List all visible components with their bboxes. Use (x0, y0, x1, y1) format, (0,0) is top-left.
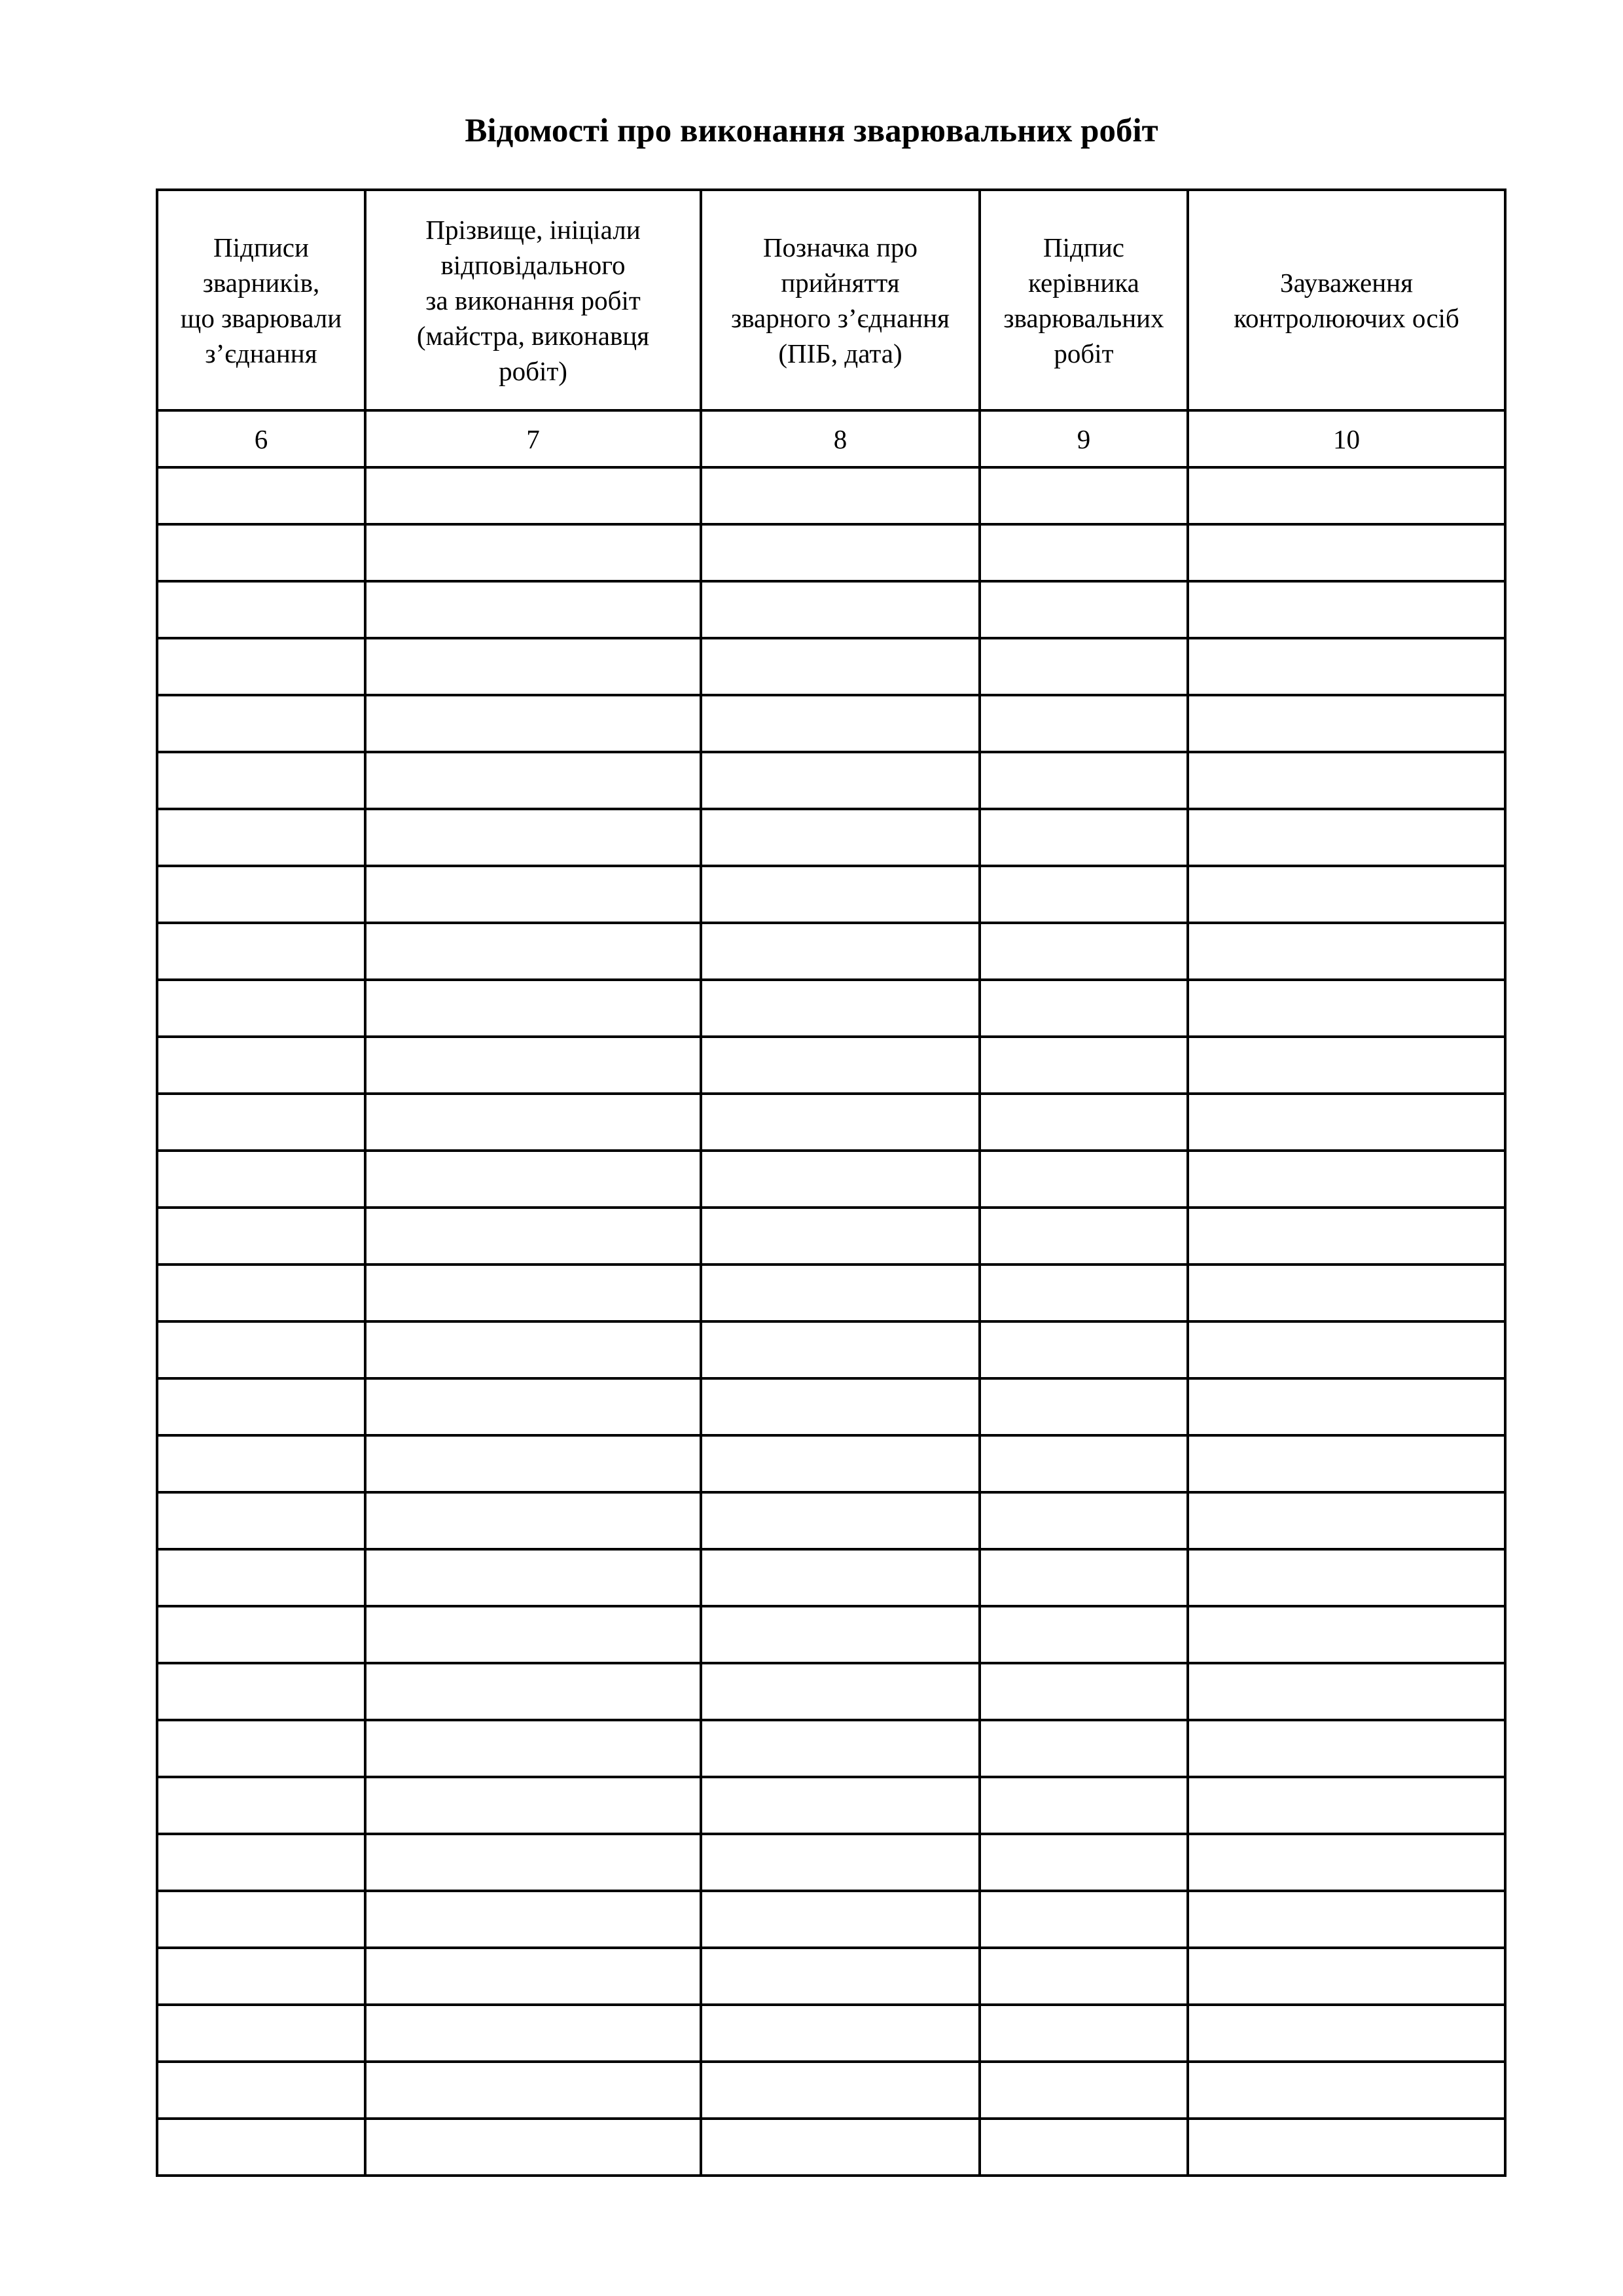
table-row (157, 1891, 1505, 1948)
table-cell[interactable] (1188, 1834, 1505, 1891)
table-cell[interactable] (1188, 695, 1505, 752)
table-cell[interactable] (701, 467, 980, 524)
table-row (157, 1549, 1505, 1606)
table-cell[interactable] (701, 809, 980, 866)
table-cell[interactable] (701, 1834, 980, 1891)
header-responsible-person (365, 190, 701, 410)
table-cell[interactable] (365, 1549, 701, 1606)
table-cell[interactable] (157, 1492, 365, 1549)
table-row (157, 1094, 1505, 1151)
table-cell[interactable] (980, 638, 1188, 695)
table-cell[interactable] (701, 1948, 980, 2005)
table-row (157, 638, 1505, 695)
table-cell[interactable] (980, 467, 1188, 524)
table-cell[interactable] (1188, 581, 1505, 638)
table-cell[interactable] (980, 1834, 1188, 1891)
table-cell[interactable] (1188, 1492, 1505, 1549)
table-cell[interactable] (365, 1037, 701, 1094)
column-number: 9 (980, 410, 1188, 467)
table-row (157, 1037, 1505, 1094)
table-row (157, 1378, 1505, 1435)
table-cell[interactable] (701, 1777, 980, 1834)
table-cell[interactable] (980, 1777, 1188, 1834)
header-cell-text: Прізвище, ініціали відповідального за виконання робіт (майстра, виконавця робіт) (416, 214, 650, 386)
table-row (157, 1265, 1505, 1321)
table-cell[interactable] (1188, 2119, 1505, 2176)
table-cell[interactable] (365, 866, 701, 923)
table-cell[interactable] (157, 581, 365, 638)
table-cell[interactable] (1188, 1321, 1505, 1378)
table-cell[interactable] (365, 2062, 701, 2119)
table-cell[interactable] (1188, 1777, 1505, 1834)
table-cell[interactable] (1188, 467, 1505, 524)
header-cell-text: Зауваження контролюючих осіб (1234, 267, 1459, 333)
table-cell[interactable] (157, 809, 365, 866)
table-cell[interactable] (365, 1891, 701, 1948)
table-cell[interactable] (701, 524, 980, 581)
table-cell[interactable] (1188, 638, 1505, 695)
table-cell[interactable] (1188, 923, 1505, 980)
table-cell[interactable] (1188, 1378, 1505, 1435)
table-row (157, 1606, 1505, 1663)
header-manager-signature (980, 190, 1188, 410)
table-cell[interactable] (980, 1151, 1188, 1208)
header-welder-signatures (157, 190, 365, 410)
table-cell[interactable] (157, 1208, 365, 1265)
table-cell[interactable] (365, 695, 701, 752)
table-cell[interactable] (157, 1720, 365, 1777)
table-cell[interactable] (1188, 1151, 1505, 1208)
table-cell[interactable] (1188, 809, 1505, 866)
table-cell[interactable] (365, 980, 701, 1037)
table-cell[interactable] (701, 923, 980, 980)
table-cell[interactable] (1188, 524, 1505, 581)
table-cell[interactable] (365, 1321, 701, 1378)
column-number: 10 (1188, 410, 1505, 467)
header-acceptance-mark (701, 190, 980, 410)
table-cell[interactable] (365, 923, 701, 980)
table-cell[interactable] (365, 1948, 701, 2005)
table-cell[interactable] (157, 866, 365, 923)
table-cell[interactable] (1188, 2062, 1505, 2119)
table-cell[interactable] (157, 1948, 365, 2005)
table-cell[interactable] (980, 1663, 1188, 1720)
table-row (157, 1321, 1505, 1378)
table-cell[interactable] (365, 2005, 701, 2062)
table-cell[interactable] (701, 980, 980, 1037)
table-cell[interactable] (1188, 752, 1505, 809)
header-inspector-remarks (1188, 190, 1505, 410)
table-row (157, 1492, 1505, 1549)
table-cell[interactable] (1188, 1094, 1505, 1151)
table-cell[interactable] (365, 1720, 701, 1777)
table-cell[interactable] (365, 581, 701, 638)
table-cell[interactable] (157, 2005, 365, 2062)
table-cell[interactable] (980, 809, 1188, 866)
table-cell[interactable] (701, 1891, 980, 1948)
table-row (157, 1151, 1505, 1208)
table-cell[interactable] (365, 2119, 701, 2176)
table-cell[interactable] (980, 1435, 1188, 1492)
table-cell[interactable] (701, 1094, 980, 1151)
table-cell[interactable] (1188, 1663, 1505, 1720)
table-cell[interactable] (157, 2062, 365, 2119)
table-cell[interactable] (980, 1265, 1188, 1321)
table-cell[interactable] (980, 1720, 1188, 1777)
table-row (157, 581, 1505, 638)
table-cell[interactable] (365, 524, 701, 581)
table-cell[interactable] (157, 752, 365, 809)
table-cell[interactable] (701, 752, 980, 809)
table-cell[interactable] (157, 1321, 365, 1378)
table-cell[interactable] (980, 1208, 1188, 1265)
table-cell[interactable] (157, 2119, 365, 2176)
table-cell[interactable] (1188, 2005, 1505, 2062)
table-cell[interactable] (365, 1663, 701, 1720)
table-row (157, 980, 1505, 1037)
table-cell[interactable] (980, 1037, 1188, 1094)
table-cell[interactable] (157, 524, 365, 581)
column-number-row (157, 410, 1505, 467)
table-cell[interactable] (157, 1151, 365, 1208)
table-cell[interactable] (157, 695, 365, 752)
table-row (157, 866, 1505, 923)
table-cell[interactable] (701, 581, 980, 638)
welding-works-table (156, 188, 1507, 2177)
table-cell[interactable] (701, 638, 980, 695)
table-cell[interactable] (365, 1606, 701, 1663)
table-cell[interactable] (980, 1378, 1188, 1435)
table-cell[interactable] (980, 1549, 1188, 1606)
table-cell[interactable] (701, 1606, 980, 1663)
table-cell[interactable] (701, 1492, 980, 1549)
table-cell[interactable] (701, 866, 980, 923)
table-cell[interactable] (1188, 1208, 1505, 1265)
header-row (157, 190, 1505, 410)
table-cell[interactable] (1188, 1720, 1505, 1777)
table-row (157, 695, 1505, 752)
table-cell[interactable] (157, 467, 365, 524)
table-cell[interactable] (980, 1891, 1188, 1948)
table-cell[interactable] (157, 1265, 365, 1321)
table-cell[interactable] (1188, 1891, 1505, 1948)
table-cell[interactable] (157, 1891, 365, 1948)
table-cell[interactable] (1188, 1549, 1505, 1606)
table-cell[interactable] (701, 2062, 980, 2119)
table-cell[interactable] (980, 2005, 1188, 2062)
table-cell[interactable] (157, 1606, 365, 1663)
table-cell[interactable] (701, 1321, 980, 1378)
table-cell[interactable] (701, 1435, 980, 1492)
table-cell[interactable] (157, 1663, 365, 1720)
table-cell[interactable] (701, 1663, 980, 1720)
table-cell[interactable] (157, 1378, 365, 1435)
table-cell[interactable] (1188, 1037, 1505, 1094)
column-number: 7 (365, 410, 701, 467)
table-cell[interactable] (980, 581, 1188, 638)
table-cell[interactable] (365, 752, 701, 809)
table-cell[interactable] (701, 695, 980, 752)
table-body (157, 467, 1505, 2176)
table-cell[interactable] (1188, 1606, 1505, 1663)
table-cell[interactable] (157, 1834, 365, 1891)
table-cell[interactable] (980, 695, 1188, 752)
header-cell-text: Підписи зварників, що зварювали з’єднання (180, 232, 342, 368)
table-cell[interactable] (1188, 1435, 1505, 1492)
table-cell[interactable] (157, 923, 365, 980)
table-row (157, 2119, 1505, 2176)
header-cell-text: Позначка про прийняття зварного з’єднання (ПІБ, дата) (731, 232, 950, 368)
table-row (157, 923, 1505, 980)
column-number: 6 (157, 410, 365, 467)
table-cell[interactable] (980, 1492, 1188, 1549)
header-cell-text: Підпис керівника зварювальних робіт (1003, 232, 1164, 368)
table-cell[interactable] (701, 1265, 980, 1321)
table-cell[interactable] (701, 1378, 980, 1435)
table-row (157, 809, 1505, 866)
table-cell[interactable] (1188, 980, 1505, 1037)
table-row (157, 1777, 1505, 1834)
table-row (157, 1208, 1505, 1265)
table-row (157, 752, 1505, 809)
table-cell[interactable] (701, 1549, 980, 1606)
table-cell[interactable] (701, 2119, 980, 2176)
table-cell[interactable] (980, 980, 1188, 1037)
column-number: 8 (701, 410, 980, 467)
table-cell[interactable] (980, 524, 1188, 581)
table-cell[interactable] (980, 866, 1188, 923)
table-cell[interactable] (1188, 866, 1505, 923)
table-cell[interactable] (980, 2119, 1188, 2176)
table-cell[interactable] (1188, 1948, 1505, 2005)
table-cell[interactable] (157, 1777, 365, 1834)
table-cell[interactable] (980, 1606, 1188, 1663)
table-cell[interactable] (365, 1777, 701, 1834)
table-row (157, 1720, 1505, 1777)
table-cell[interactable] (980, 1094, 1188, 1151)
table-row (157, 1834, 1505, 1891)
page-title: Відомості про виконання зварювальних робіт (465, 113, 1158, 149)
table-cell[interactable] (701, 1037, 980, 1094)
table-cell[interactable] (701, 1720, 980, 1777)
table-cell[interactable] (365, 1435, 701, 1492)
table-cell[interactable] (1188, 1265, 1505, 1321)
table-cell[interactable] (365, 1834, 701, 1891)
table-row (157, 1948, 1505, 2005)
table-row (157, 1663, 1505, 1720)
table-row (157, 1435, 1505, 1492)
table-row (157, 2005, 1505, 2062)
table-cell[interactable] (365, 1208, 701, 1265)
table-cell[interactable] (980, 923, 1188, 980)
table-cell[interactable] (701, 2005, 980, 2062)
table-cell[interactable] (365, 809, 701, 866)
table-cell[interactable] (980, 752, 1188, 809)
table-cell[interactable] (365, 1094, 701, 1151)
table-cell[interactable] (701, 1151, 980, 1208)
table-row (157, 2062, 1505, 2119)
table-cell[interactable] (365, 1265, 701, 1321)
table-cell[interactable] (980, 1321, 1188, 1378)
table-cell[interactable] (157, 980, 365, 1037)
table-row (157, 467, 1505, 524)
table-row (157, 524, 1505, 581)
table-cell[interactable] (980, 1948, 1188, 2005)
table-cell[interactable] (365, 638, 701, 695)
table-cell[interactable] (157, 638, 365, 695)
table-cell[interactable] (157, 1435, 365, 1492)
table-cell[interactable] (701, 1208, 980, 1265)
table-cell[interactable] (157, 1549, 365, 1606)
table-cell[interactable] (157, 1037, 365, 1094)
table-cell[interactable] (365, 1151, 701, 1208)
table-cell[interactable] (980, 2062, 1188, 2119)
table-cell[interactable] (365, 1378, 701, 1435)
table-cell[interactable] (365, 467, 701, 524)
table-cell[interactable] (157, 1094, 365, 1151)
table-cell[interactable] (365, 1492, 701, 1549)
